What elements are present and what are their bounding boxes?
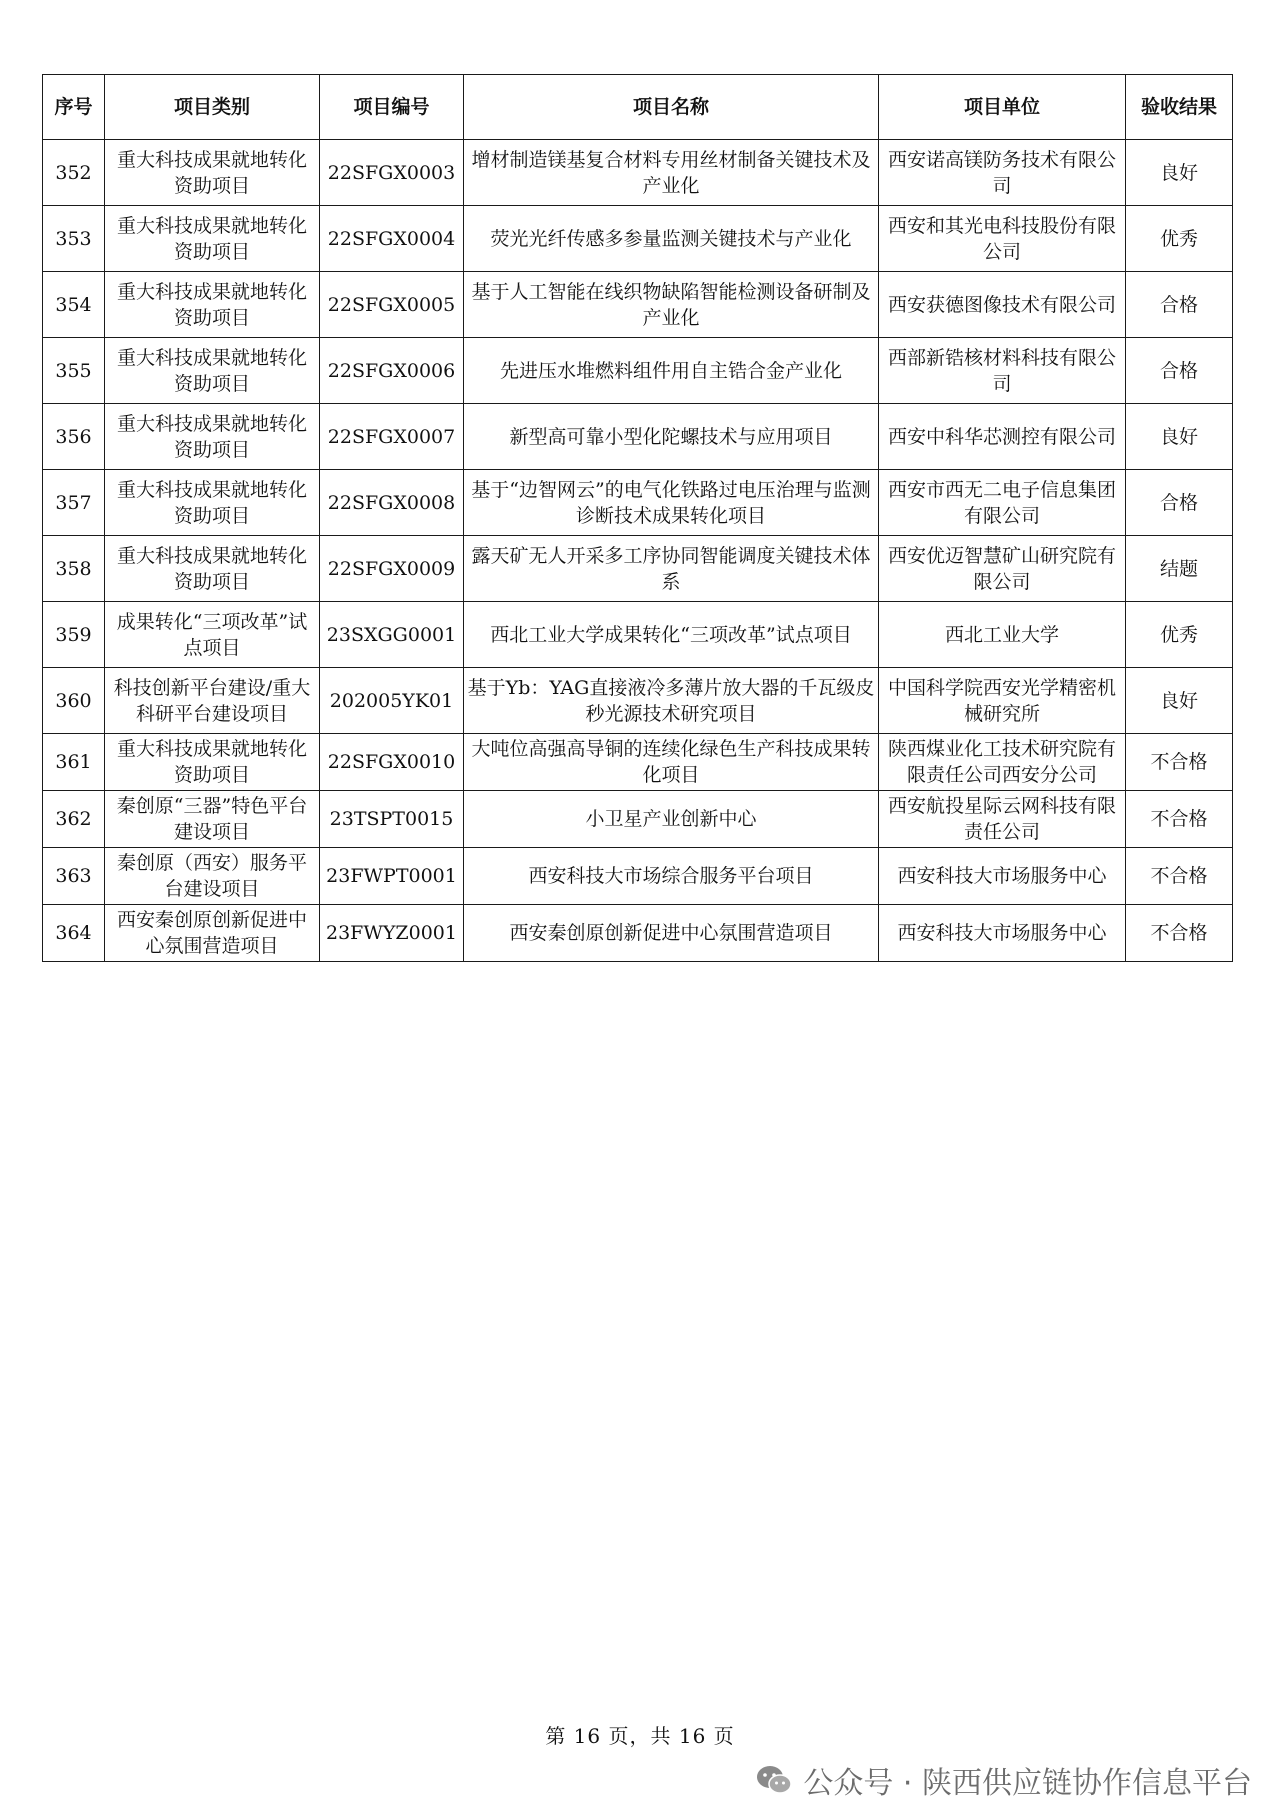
cell-category: 重大科技成果就地转化资助项目	[105, 536, 320, 602]
cell-no: 360	[43, 668, 105, 734]
cell-result: 不合格	[1126, 734, 1233, 791]
header-code: 项目编号	[320, 75, 464, 140]
cell-name: 露天矿无人开采多工序协同智能调度关键技术体系	[464, 536, 879, 602]
cell-code: 23SXGG0001	[320, 602, 464, 668]
cell-code: 22SFGX0004	[320, 206, 464, 272]
table-row	[43, 404, 1233, 470]
cell-name: 西安秦创原创新促进中心氛围营造项目	[464, 905, 879, 962]
cell-result: 良好	[1126, 140, 1233, 206]
table-row	[43, 470, 1233, 536]
table-row	[43, 140, 1233, 206]
cell-no: 352	[43, 140, 105, 206]
header-name: 项目名称	[464, 75, 879, 140]
cell-name: 先进压水堆燃料组件用自主锆合金产业化	[464, 338, 879, 404]
cell-category: 西安秦创原创新促进中心氛围营造项目	[105, 905, 320, 962]
cell-no: 361	[43, 734, 105, 791]
cell-code: 22SFGX0003	[320, 140, 464, 206]
cell-category: 科技创新平台建设/重大科研平台建设项目	[105, 668, 320, 734]
acceptance-results-table	[42, 74, 1233, 962]
cell-category: 秦创原“三器”特色平台建设项目	[105, 791, 320, 848]
cell-result: 结题	[1126, 536, 1233, 602]
cell-name: 大吨位高强高导铜的连续化绿色生产科技成果转化项目	[464, 734, 879, 791]
cell-category: 重大科技成果就地转化资助项目	[105, 404, 320, 470]
cell-result: 良好	[1126, 404, 1233, 470]
table-row	[43, 848, 1233, 905]
cell-result: 合格	[1126, 338, 1233, 404]
cell-result: 良好	[1126, 668, 1233, 734]
cell-result: 不合格	[1126, 905, 1233, 962]
cell-no: 357	[43, 470, 105, 536]
table-row	[43, 272, 1233, 338]
table-row	[43, 734, 1233, 791]
cell-code: 22SFGX0006	[320, 338, 464, 404]
cell-unit: 西部新锆核材料科技有限公司	[879, 338, 1126, 404]
cell-name: 新型高可靠小型化陀螺技术与应用项目	[464, 404, 879, 470]
cell-code: 22SFGX0009	[320, 536, 464, 602]
watermark-text: 公众号 · 陕西供应链协作信息平台	[803, 1766, 1252, 1801]
cell-name: 小卫星产业创新中心	[464, 791, 879, 848]
cell-code: 23FWYZ0001	[320, 905, 464, 962]
cell-name: 西北工业大学成果转化“三项改革”试点项目	[464, 602, 879, 668]
cell-category: 重大科技成果就地转化资助项目	[105, 140, 320, 206]
cell-code: 23TSPT0015	[320, 791, 464, 848]
header-unit: 项目单位	[879, 75, 1126, 140]
table-header-row	[43, 75, 1233, 140]
cell-category: 秦创原（西安）服务平台建设项目	[105, 848, 320, 905]
cell-code: 202005YK01	[320, 668, 464, 734]
cell-name: 基于“边智网云”的电气化铁路过电压治理与监测诊断技术成果转化项目	[464, 470, 879, 536]
cell-unit: 西安优迈智慧矿山研究院有限公司	[879, 536, 1126, 602]
cell-no: 363	[43, 848, 105, 905]
cell-no: 354	[43, 272, 105, 338]
cell-code: 22SFGX0005	[320, 272, 464, 338]
cell-name: 西安科技大市场综合服务平台项目	[464, 848, 879, 905]
cell-no: 356	[43, 404, 105, 470]
cell-category: 重大科技成果就地转化资助项目	[105, 338, 320, 404]
table-row	[43, 602, 1233, 668]
cell-category: 重大科技成果就地转化资助项目	[105, 272, 320, 338]
cell-result: 合格	[1126, 272, 1233, 338]
cell-category: 成果转化“三项改革”试点项目	[105, 602, 320, 668]
wechat-icon	[755, 1764, 793, 1796]
cell-no: 359	[43, 602, 105, 668]
cell-code: 23FWPT0001	[320, 848, 464, 905]
cell-name: 基于Yb：YAG直接液冷多薄片放大器的千瓦级皮秒光源技术研究项目	[464, 668, 879, 734]
cell-result: 优秀	[1126, 602, 1233, 668]
cell-category: 重大科技成果就地转化资助项目	[105, 734, 320, 791]
cell-name: 基于人工智能在线织物缺陷智能检测设备研制及产业化	[464, 272, 879, 338]
cell-unit: 陕西煤业化工技术研究院有限责任公司西安分公司	[879, 734, 1126, 791]
table-row	[43, 206, 1233, 272]
table-row	[43, 536, 1233, 602]
cell-no: 353	[43, 206, 105, 272]
cell-category: 重大科技成果就地转化资助项目	[105, 470, 320, 536]
cell-no: 364	[43, 905, 105, 962]
header-no: 序号	[43, 75, 105, 140]
cell-unit: 西安科技大市场服务中心	[879, 848, 1126, 905]
cell-code: 22SFGX0010	[320, 734, 464, 791]
cell-unit: 西安诺高镁防务技术有限公司	[879, 140, 1126, 206]
cell-no: 355	[43, 338, 105, 404]
table-row	[43, 791, 1233, 848]
cell-unit: 西安航投星际云网科技有限责任公司	[879, 791, 1126, 848]
watermark	[755, 1758, 1252, 1802]
cell-code: 22SFGX0008	[320, 470, 464, 536]
cell-result: 合格	[1126, 470, 1233, 536]
cell-result: 不合格	[1126, 791, 1233, 848]
cell-unit: 西安中科华芯测控有限公司	[879, 404, 1126, 470]
cell-unit: 中国科学院西安光学精密机械研究所	[879, 668, 1126, 734]
cell-unit: 西安科技大市场服务中心	[879, 905, 1126, 962]
cell-unit: 西北工业大学	[879, 602, 1126, 668]
header-category: 项目类别	[105, 75, 320, 140]
cell-category: 重大科技成果就地转化资助项目	[105, 206, 320, 272]
cell-no: 362	[43, 791, 105, 848]
cell-name: 增材制造镁基复合材料专用丝材制备关键技术及产业化	[464, 140, 879, 206]
cell-unit: 西安获德图像技术有限公司	[879, 272, 1126, 338]
table-row	[43, 905, 1233, 962]
cell-unit: 西安市西无二电子信息集团有限公司	[879, 470, 1126, 536]
cell-no: 358	[43, 536, 105, 602]
table-row	[43, 338, 1233, 404]
cell-code: 22SFGX0007	[320, 404, 464, 470]
table-row	[43, 668, 1233, 734]
page-number: 第 16 页，共 16 页	[545, 1724, 735, 1748]
cell-name: 荧光光纤传感多参量监测关键技术与产业化	[464, 206, 879, 272]
header-result: 验收结果	[1126, 75, 1233, 140]
cell-result: 优秀	[1126, 206, 1233, 272]
cell-result: 不合格	[1126, 848, 1233, 905]
cell-unit: 西安和其光电科技股份有限公司	[879, 206, 1126, 272]
